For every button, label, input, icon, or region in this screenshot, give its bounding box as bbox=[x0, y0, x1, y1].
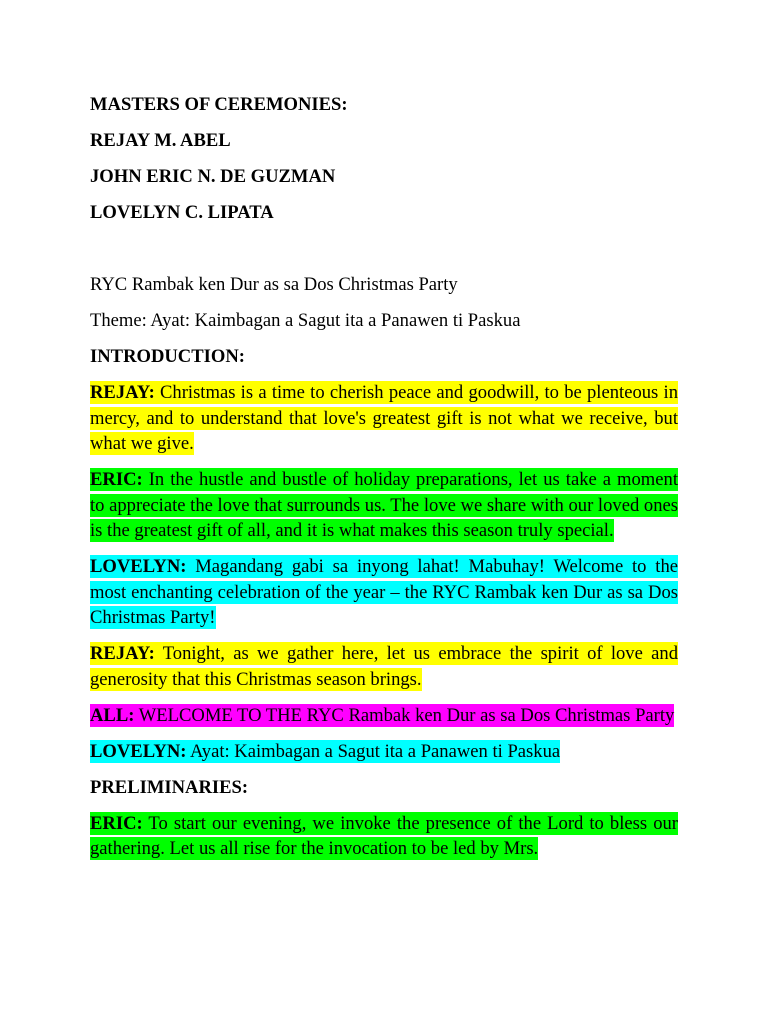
line-text: Ayat: Kaimbagan a Sagut ita a Panawen ti Paskua bbox=[186, 740, 561, 762]
script-line-all bbox=[90, 703, 678, 729]
speaker-label: ERIC: bbox=[90, 812, 143, 834]
script-line-eric bbox=[90, 467, 678, 544]
speaker-label: REJAY: bbox=[90, 643, 155, 664]
document-page bbox=[90, 92, 678, 872]
line-text: Tonight, as we gather here, let us embrace the spirit of love and generosity that this Christmas season brings. bbox=[90, 643, 678, 690]
mc-name: REJAY M. ABEL bbox=[90, 130, 231, 151]
section-heading-introduction: INTRODUCTION: bbox=[90, 346, 245, 367]
script-line-lovelyn bbox=[90, 739, 678, 765]
section-heading-preliminaries: PRELIMINARIES: bbox=[90, 776, 249, 798]
speaker-label: LOVELYN: bbox=[90, 740, 187, 762]
line-text: Christmas is a time to cherish peace and goodwill, to be plenteous in mercy, and to understand that love's greatest gift is not what we receive, but what we give. bbox=[90, 382, 678, 454]
mc-heading: MASTERS OF CEREMONIES: bbox=[90, 94, 348, 115]
line-text: WELCOME TO THE RYC Rambak ken Dur as sa Dos Christmas Party bbox=[134, 704, 675, 726]
highlight-green bbox=[90, 812, 678, 861]
highlight-green bbox=[90, 468, 678, 542]
highlight-magenta bbox=[90, 704, 674, 727]
highlight-cyan bbox=[90, 555, 678, 629]
script-line-rejay bbox=[90, 380, 678, 457]
line-text: Magandang gabi sa inyong lahat! Mabuhay! Welcome to the most enchanting celebration of the year – the RYC Rambak ken Dur as sa Dos Christmas Party! bbox=[90, 556, 678, 628]
highlight-cyan bbox=[90, 740, 560, 763]
script-line-rejay bbox=[90, 641, 678, 692]
mc-name: LOVELYN C. LIPATA bbox=[90, 202, 274, 223]
event-name: RYC Rambak ken Dur as sa Dos Christmas Party bbox=[90, 274, 458, 295]
script-line-eric bbox=[90, 811, 678, 862]
speaker-label: LOVELYN: bbox=[90, 556, 187, 577]
spacer bbox=[90, 236, 678, 272]
script-line-lovelyn bbox=[90, 554, 678, 631]
highlight-yellow bbox=[90, 381, 678, 455]
speaker-label: ALL: bbox=[90, 704, 135, 726]
event-theme: Theme: Ayat: Kaimbagan a Sagut ita a Panawen ti Paskua bbox=[90, 310, 521, 331]
mc-name: JOHN ERIC N. DE GUZMAN bbox=[90, 166, 336, 187]
speaker-label: REJAY: bbox=[90, 382, 155, 403]
line-text: In the hustle and bustle of holiday preparations, let us take a moment to appreciate the love that surrounds us. The love we share with our loved ones is the greatest gift of all, and it is what makes this season truly special. bbox=[90, 469, 678, 541]
speaker-label: ERIC: bbox=[90, 469, 143, 490]
highlight-yellow bbox=[90, 642, 678, 691]
line-text: To start our evening, we invoke the presence of the Lord to bless our gathering. Let us all rise for the invocation to be led by Mrs. bbox=[90, 812, 678, 859]
